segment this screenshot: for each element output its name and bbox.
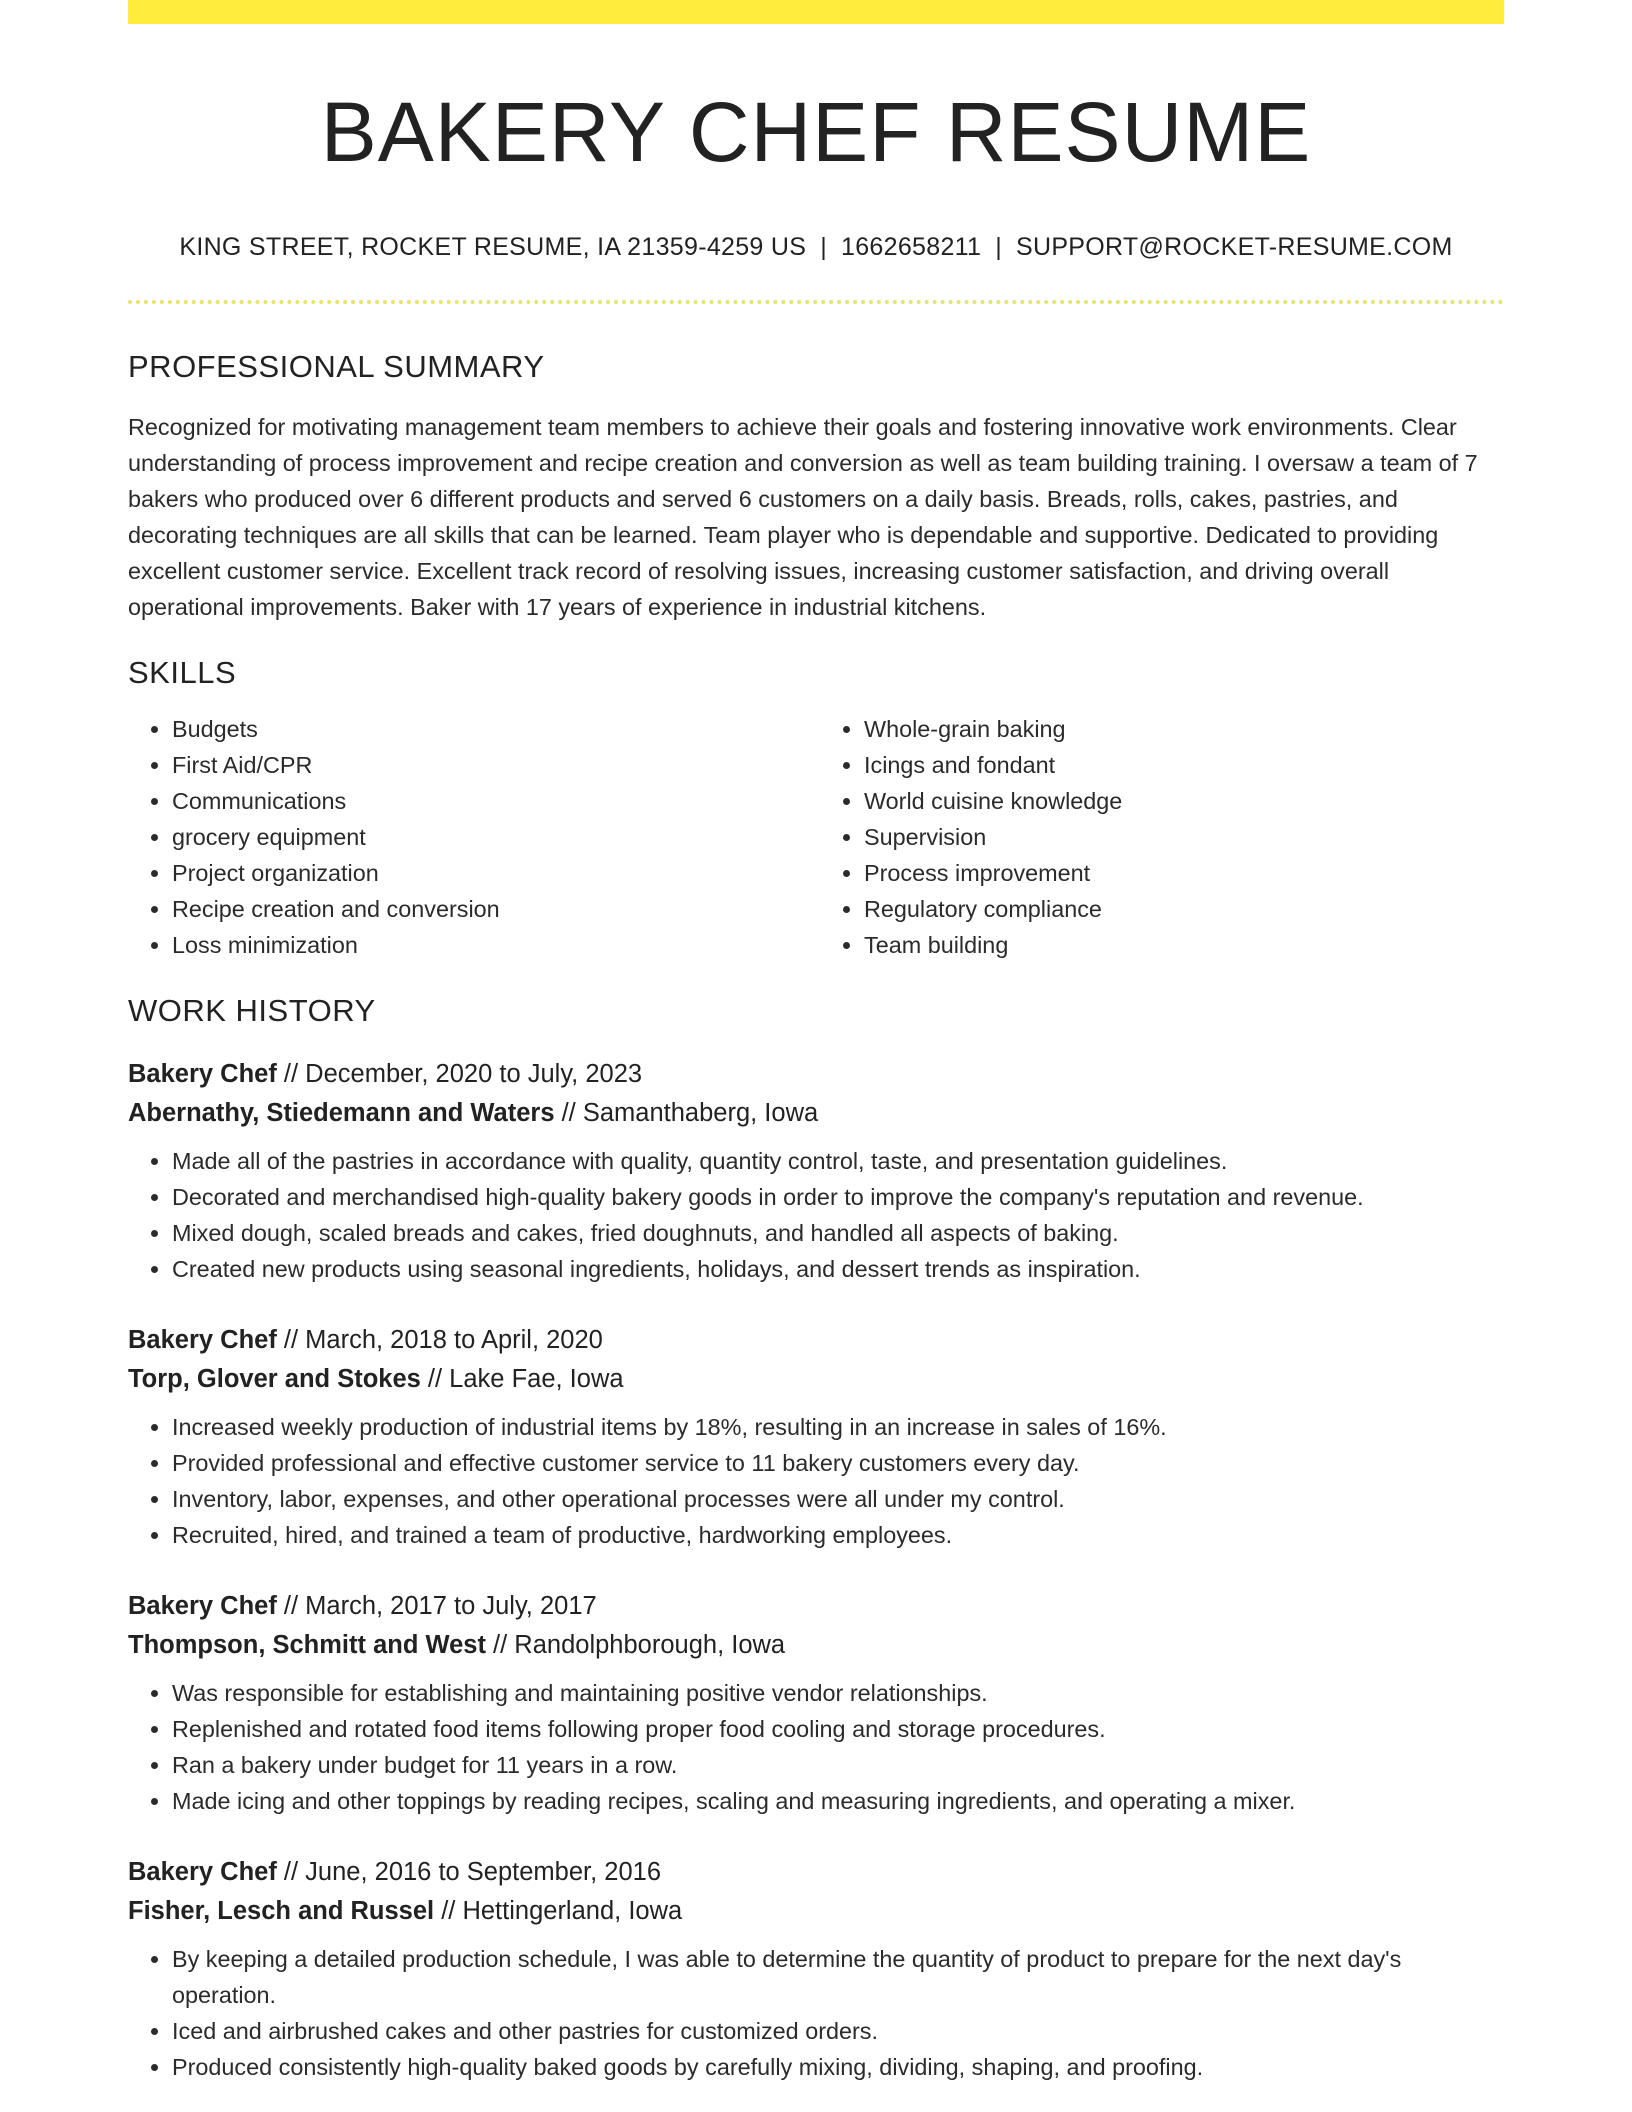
- skill-item: • Project organization: [172, 855, 816, 891]
- job-location: // Randolphborough, Iowa: [485, 1630, 786, 1659]
- job-title: Bakery Chef: [128, 1857, 277, 1886]
- resume-page: [128, 0, 1504, 2085]
- job-company-line: [128, 1892, 1504, 1931]
- job-company-line: [128, 1360, 1504, 1399]
- job-bullets: [128, 1675, 1504, 1819]
- work-history-heading: WORK HISTORY: [128, 992, 376, 1028]
- skill-item: • Recipe creation and conversion: [172, 891, 816, 927]
- contact-address: KING STREET, ROCKET RESUME, IA 21359-4259 US: [179, 232, 807, 261]
- skills-list: [128, 711, 1504, 963]
- job-entry: [128, 1587, 1504, 1819]
- job-bullets: [128, 1143, 1504, 1287]
- contact-line: [128, 233, 1504, 262]
- job-bullet: • Made all of the pastries in accordance with quality, quantity control, taste, and presentation guidelines.: [172, 1143, 1504, 1179]
- job-dates: // March, 2017 to July, 2017: [276, 1591, 597, 1620]
- job-bullets: [128, 1409, 1504, 1553]
- job-company: Thompson, Schmitt and West: [128, 1630, 486, 1659]
- job-dates: // March, 2018 to April, 2020: [276, 1325, 603, 1354]
- skill-item: • Icings and fondant: [864, 747, 1504, 783]
- skill-item: • Supervision: [864, 819, 1504, 855]
- job-location: // Lake Fae, Iowa: [420, 1364, 624, 1393]
- job-dates: // June, 2016 to September, 2016: [276, 1857, 662, 1886]
- job-title: Bakery Chef: [128, 1591, 277, 1620]
- dotted-divider: [128, 300, 1504, 304]
- job-bullet: • Provided professional and effective customer service to 11 bakery customers every day.: [172, 1445, 1504, 1481]
- job-location: // Samanthaberg, Iowa: [554, 1098, 819, 1127]
- job-entry: [128, 1321, 1504, 1553]
- job-bullet: • Recruited, hired, and trained a team of productive, hardworking employees.: [172, 1517, 1504, 1553]
- job-bullet: • By keeping a detailed production schedule, I was able to determine the quantity of product to prepare for the next day's operation.: [172, 1941, 1504, 2013]
- job-bullet: • Decorated and merchandised high-quality bakery goods in order to improve the company's reputation and revenue.: [172, 1179, 1504, 1215]
- resume-title: BAKERY CHEF RESUME: [320, 85, 1312, 179]
- skills-column-left: [128, 711, 816, 963]
- job-bullet: • Ran a bakery under budget for 11 years in a row.: [172, 1747, 1504, 1783]
- job-entry: [128, 1853, 1504, 2085]
- job-title-line: [128, 1055, 1504, 1094]
- contact-separator: |: [820, 232, 828, 261]
- job-company: Fisher, Lesch and Russel: [128, 1896, 435, 1925]
- job-company-line: [128, 1626, 1504, 1665]
- job-company: Abernathy, Stiedemann and Waters: [128, 1098, 555, 1127]
- job-title: Bakery Chef: [128, 1059, 277, 1088]
- job-title-line: [128, 1587, 1504, 1626]
- skill-item: • World cuisine knowledge: [864, 783, 1504, 819]
- work-history-list: [128, 1055, 1504, 2085]
- accent-bar: [128, 0, 1504, 24]
- skill-item: • Regulatory compliance: [864, 891, 1504, 927]
- job-bullet: • Produced consistently high-quality baked goods by carefully mixing, dividing, shaping, and proofing.: [172, 2049, 1504, 2085]
- skill-item: • Team building: [864, 927, 1504, 963]
- job-title-line: [128, 1853, 1504, 1892]
- job-bullet: • Replenished and rotated food items following proper food cooling and storage procedures.: [172, 1711, 1504, 1747]
- skill-item: • Budgets: [172, 711, 816, 747]
- job-bullet: • Made icing and other toppings by reading recipes, scaling and measuring ingredients, and operating a mixer.: [172, 1783, 1504, 1819]
- job-title-line: [128, 1321, 1504, 1360]
- job-bullet: • Inventory, labor, expenses, and other operational processes were all under my control.: [172, 1481, 1504, 1517]
- job-entry: [128, 1055, 1504, 1287]
- job-bullets: [128, 1941, 1504, 2085]
- skill-item: • First Aid/CPR: [172, 747, 816, 783]
- skills-column-right: [816, 711, 1504, 963]
- summary-text: Recognized for motivating management team members to achieve their goals and fostering innovative work environments. Clear understanding of process improvement and recipe creation and conversion as well as team building training. I oversaw a team of 7 bakers who produced over 6 different products and served 6 customers on a daily basis. Breads, rolls, cakes, pastries, and decorating techniques are all skills that can be learned. Team player who is dependable and supportive. Dedicated to providing excellent customer service. Excellent track record of resolving issues, increasing customer satisfaction, and driving overall operational improvements. Baker with 17 years of experience in industrial kitchens.: [128, 413, 1478, 620]
- job-bullet: • Mixed dough, scaled breads and cakes, fried doughnuts, and handled all aspects of baking.: [172, 1215, 1504, 1251]
- job-bullet: • Increased weekly production of industrial items by 18%, resulting in an increase in sales of 16%.: [172, 1409, 1504, 1445]
- job-bullet: • Was responsible for establishing and maintaining positive vendor relationships.: [172, 1675, 1504, 1711]
- skill-item: • grocery equipment: [172, 819, 816, 855]
- skill-item: • Process improvement: [864, 855, 1504, 891]
- skill-item: • Whole-grain baking: [864, 711, 1504, 747]
- skill-item: • Loss minimization: [172, 927, 816, 963]
- job-dates: // December, 2020 to July, 2023: [276, 1059, 643, 1088]
- contact-email[interactable]: SUPPORT@ROCKET-RESUME.COM: [1016, 232, 1453, 261]
- summary-heading: PROFESSIONAL SUMMARY: [128, 348, 545, 384]
- skill-item: • Communications: [172, 783, 816, 819]
- job-bullet: • Created new products using seasonal ingredients, holidays, and dessert trends as inspiration.: [172, 1251, 1504, 1287]
- job-company-line: [128, 1094, 1504, 1133]
- contact-phone[interactable]: 1662658211: [841, 232, 982, 261]
- contact-separator: |: [995, 232, 1002, 261]
- job-company: Torp, Glover and Stokes: [128, 1364, 421, 1393]
- job-location: // Hettingerland, Iowa: [434, 1896, 683, 1925]
- job-title: Bakery Chef: [128, 1325, 277, 1354]
- job-bullet: • Iced and airbrushed cakes and other pastries for customized orders.: [172, 2013, 1504, 2049]
- skills-heading: SKILLS: [128, 654, 237, 690]
